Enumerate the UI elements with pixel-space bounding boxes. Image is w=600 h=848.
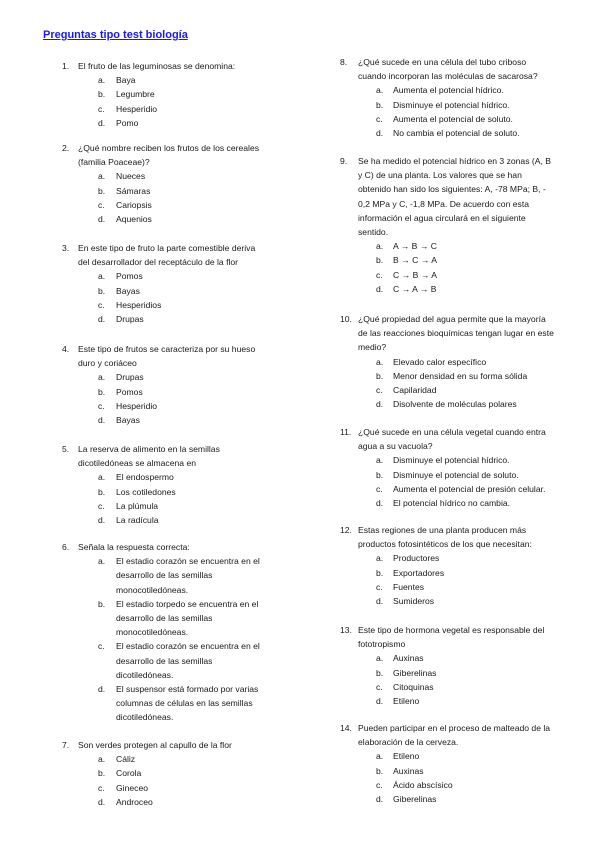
option-text: Capilaridad xyxy=(393,385,437,396)
answer-option xyxy=(340,792,550,806)
question-14 xyxy=(340,721,550,806)
option-letter: a. xyxy=(376,653,384,664)
question-text: Son verdes protegen al capullo de la flor xyxy=(78,740,232,750)
option-letter: b. xyxy=(376,370,384,381)
answer-option xyxy=(62,102,235,116)
option-letter: b. xyxy=(376,469,384,480)
question-text-line xyxy=(340,197,551,211)
answer-option xyxy=(62,795,232,809)
option-text: Giberelinas xyxy=(393,794,437,805)
option-letter: d. xyxy=(376,696,384,707)
option-text: Sumideros xyxy=(393,596,435,607)
question-text-line xyxy=(62,59,235,73)
question-number: 1. xyxy=(62,61,70,71)
option-text: No cambia el potencial de soluto. xyxy=(393,128,520,139)
question-text-line xyxy=(62,255,255,269)
question-text-line xyxy=(62,456,220,470)
option-letter: d. xyxy=(98,515,106,526)
option-letter: b. xyxy=(98,598,106,609)
option-letter: a. xyxy=(376,455,384,466)
option-letter: a. xyxy=(98,271,106,282)
option-letter: c. xyxy=(98,199,105,210)
question-text-line xyxy=(340,425,546,439)
option-text: Citoquinas xyxy=(393,681,434,692)
option-text: B → C → A xyxy=(393,255,437,266)
option-letter: b. xyxy=(376,255,384,266)
option-letter: a. xyxy=(376,751,384,762)
option-text: El suspensor está formado por varias xyxy=(116,684,259,695)
option-text: La radícula xyxy=(116,515,159,526)
answer-option xyxy=(62,169,259,183)
question-text: ¿Qué propiedad del agua permite que la mayoría xyxy=(358,314,546,324)
question-text-line xyxy=(62,738,232,752)
question-4 xyxy=(62,342,255,427)
answer-option xyxy=(340,397,554,411)
question-text: Se ha medido el potencial hídrico en 3 zonas (A, B xyxy=(358,156,551,166)
answer-option xyxy=(62,184,259,198)
option-letter: a. xyxy=(376,85,384,96)
option-text: Bayas xyxy=(116,415,140,426)
answer-option xyxy=(340,369,554,383)
question-number: 13. xyxy=(340,625,352,635)
question-11 xyxy=(340,425,546,510)
question-text: agua a su vacuola? xyxy=(358,441,433,452)
question-text-line xyxy=(62,141,259,155)
question-number: 11. xyxy=(340,427,352,437)
option-letter: c. xyxy=(376,385,383,396)
answer-option xyxy=(62,370,255,384)
question-number: 10. xyxy=(340,314,352,324)
option-text: Disminuye el potencial hídrico. xyxy=(393,455,510,466)
option-letter: d. xyxy=(376,596,384,607)
option-letter: d. xyxy=(98,214,106,225)
option-text: Hesperidios xyxy=(116,299,162,310)
answer-option xyxy=(340,764,550,778)
question-text: dicotiledóneas se almacena en xyxy=(78,458,197,469)
answer-option xyxy=(62,116,235,130)
option-letter: d. xyxy=(376,399,384,410)
option-letter: b. xyxy=(98,185,106,196)
question-text-line xyxy=(340,225,551,239)
answer-option xyxy=(340,566,532,580)
answer-option xyxy=(62,781,232,795)
answer-option xyxy=(62,399,255,413)
option-text: desarrollo de las semillas xyxy=(116,655,213,666)
option-letter: a. xyxy=(376,241,384,252)
option-text: Drupas xyxy=(116,314,144,325)
question-text: elaboración de la cerveza. xyxy=(358,737,459,748)
question-text: y C) de una planta. Los valores que se han xyxy=(358,170,522,181)
option-text: dicotiledóneas. xyxy=(116,669,174,680)
question-text-line xyxy=(340,537,532,551)
option-text: Productores xyxy=(393,553,440,564)
answer-option xyxy=(340,580,532,594)
question-number: 5. xyxy=(62,444,70,454)
question-text: de las reacciones bioquímicas tengan lugar en este xyxy=(358,328,554,339)
option-text: Aumenta el potencial de soluto. xyxy=(393,113,513,124)
question-text-line xyxy=(340,55,538,69)
option-text: La plúmula xyxy=(116,500,159,511)
option-letter: b. xyxy=(376,567,384,578)
question-text-line xyxy=(340,312,554,326)
option-text: El estadio corazón se encuentra en el xyxy=(116,641,260,652)
question-text: información el agua circulará en el siguiente xyxy=(358,212,526,223)
option-letter: d. xyxy=(376,794,384,805)
question-text-line xyxy=(62,155,259,169)
option-letter: b. xyxy=(376,99,384,110)
option-letter: a. xyxy=(98,75,106,86)
option-text: El endospermo xyxy=(116,472,174,483)
option-text: El estadio corazón se encuentra en el xyxy=(116,556,260,567)
question-text: ¿Qué sucede en una célula vegetal cuando entra xyxy=(358,427,546,437)
option-letter: d. xyxy=(376,498,384,509)
question-number: 12. xyxy=(340,525,352,535)
option-text: Drupas xyxy=(116,372,144,383)
option-text: columnas de células en las semillas xyxy=(116,698,253,709)
answer-option xyxy=(340,268,551,282)
option-letter: c. xyxy=(98,500,105,511)
question-number: 2. xyxy=(62,143,70,153)
option-text: C → B → A xyxy=(393,269,437,280)
option-text: Auxinas xyxy=(393,653,424,664)
answer-option xyxy=(62,752,232,766)
question-text-line xyxy=(340,182,551,196)
question-text: (familia Poaceae)? xyxy=(78,157,150,168)
option-text: Auxinas xyxy=(393,765,424,776)
answer-option xyxy=(340,468,546,482)
question-text-line xyxy=(340,69,538,83)
option-letter: c. xyxy=(376,681,383,692)
question-1 xyxy=(62,59,235,130)
option-text: Hesperidio xyxy=(116,400,158,411)
option-text: El potencial hídrico no cambia. xyxy=(393,498,511,509)
option-letter: a. xyxy=(376,553,384,564)
question-7 xyxy=(62,738,232,809)
option-text: Legumbre xyxy=(116,89,155,100)
option-letter: b. xyxy=(98,768,106,779)
option-letter: d. xyxy=(98,117,106,128)
question-5 xyxy=(62,442,220,527)
option-letter: a. xyxy=(98,556,106,567)
question-12 xyxy=(340,523,532,608)
question-3 xyxy=(62,241,255,326)
option-letter: b. xyxy=(376,765,384,776)
option-letter: b. xyxy=(98,89,106,100)
answer-option xyxy=(340,239,551,253)
question-text-line xyxy=(62,540,260,554)
answer-option xyxy=(340,496,546,510)
answer-option xyxy=(340,482,546,496)
answer-option xyxy=(62,198,259,212)
option-letter: d. xyxy=(98,796,106,807)
answer-option xyxy=(62,554,260,568)
question-text-line xyxy=(340,721,550,735)
answer-option xyxy=(62,625,260,639)
question-text-line xyxy=(340,523,532,537)
option-text: monocotiledóneas. xyxy=(116,627,189,638)
question-text: Este tipo de hormona vegetal es responsable del xyxy=(358,625,545,635)
answer-option xyxy=(62,766,232,780)
question-text: 0,2 MPa y C, -1,8 MPa. De acuerdo con esta xyxy=(358,198,530,209)
answer-option xyxy=(340,749,550,763)
answer-option xyxy=(62,639,260,653)
question-text-line xyxy=(62,342,255,356)
option-text: Giberelinas xyxy=(393,667,437,678)
question-9 xyxy=(340,154,551,296)
option-text: Gineceo xyxy=(116,782,149,793)
question-text-line xyxy=(340,154,551,168)
answer-option xyxy=(62,385,255,399)
question-number: 4. xyxy=(62,344,70,354)
option-letter: c. xyxy=(98,782,105,793)
option-letter: c. xyxy=(376,269,383,280)
question-text: fototropismo xyxy=(358,639,406,650)
option-text: Cáliz xyxy=(116,754,136,765)
option-letter: b. xyxy=(98,386,106,397)
option-text: Hesperidio xyxy=(116,103,158,114)
answer-option xyxy=(62,470,220,484)
option-text: C → A → B xyxy=(393,283,437,294)
question-text: Este tipo de frutos se caracteriza por su hueso xyxy=(78,344,256,354)
answer-option xyxy=(340,594,532,608)
option-letter: d. xyxy=(376,128,384,139)
option-text: Disolvente de moléculas polares xyxy=(393,399,517,410)
question-text-line xyxy=(340,637,544,651)
answer-option xyxy=(62,312,255,326)
option-text: desarrollo de las semillas xyxy=(116,613,213,624)
question-text-line xyxy=(62,356,255,370)
option-text: Etileno xyxy=(393,751,420,762)
option-letter: a. xyxy=(376,356,384,367)
question-6 xyxy=(62,540,260,725)
question-text-line xyxy=(340,340,554,354)
option-letter: d. xyxy=(376,283,384,294)
option-text: Aquenios xyxy=(116,214,152,225)
question-text: Estas regiones de una planta producen más xyxy=(358,525,527,535)
answer-option xyxy=(62,696,260,710)
option-text: Corola xyxy=(116,768,142,779)
question-text: La reserva de alimento en la semillas xyxy=(78,444,220,454)
answer-option xyxy=(340,694,544,708)
question-text: sentido. xyxy=(358,227,389,238)
answer-option xyxy=(340,651,544,665)
answer-option xyxy=(340,112,538,126)
answer-option xyxy=(62,513,220,527)
option-text: Sámaras xyxy=(116,185,151,196)
question-text: ¿Qué sucede en una célula del tubo criboso xyxy=(358,57,527,67)
answer-option xyxy=(62,73,235,87)
option-letter: c. xyxy=(376,113,383,124)
answer-option xyxy=(62,583,260,597)
question-13 xyxy=(340,623,544,708)
question-text-line xyxy=(62,442,220,456)
answer-option xyxy=(62,499,220,513)
option-letter: c. xyxy=(376,581,383,592)
option-text: Elevado calor específico xyxy=(393,356,487,367)
option-letter: d. xyxy=(98,314,106,325)
answer-option xyxy=(340,551,532,565)
option-text: Androceo xyxy=(116,796,153,807)
question-number: 14. xyxy=(340,723,352,733)
question-text-line xyxy=(340,326,554,340)
answer-option xyxy=(340,83,538,97)
option-letter: c. xyxy=(98,400,105,411)
option-text: Ácido abscísico xyxy=(393,779,453,790)
option-text: Pomo xyxy=(116,117,139,128)
option-text: Etileno xyxy=(393,696,420,707)
question-text: cuando incorporan las moléculas de sacarosa? xyxy=(358,71,538,82)
answer-option xyxy=(62,568,260,582)
answer-option xyxy=(62,710,260,724)
option-letter: c. xyxy=(376,779,383,790)
answer-option xyxy=(340,666,544,680)
option-text: Disminuye el potencial de soluto. xyxy=(393,469,519,480)
document-title[interactable]: Preguntas tipo test biología xyxy=(43,29,188,41)
answer-option xyxy=(340,355,554,369)
question-text: duro y coriáceo xyxy=(78,358,137,369)
option-text: desarrollo de las semillas xyxy=(116,570,213,581)
option-text: Cariopsis xyxy=(116,199,152,210)
answer-option xyxy=(340,680,544,694)
option-letter: d. xyxy=(98,684,106,695)
question-text: En este tipo de fruto la parte comestible deriva xyxy=(78,243,256,253)
answer-option xyxy=(62,682,260,696)
question-text-line xyxy=(340,168,551,182)
option-text: A → B → C xyxy=(393,241,437,252)
option-text: Menor densidad en su forma sólida xyxy=(393,370,528,381)
answer-option xyxy=(62,611,260,625)
question-text: Pueden participar en el proceso de malteado de la xyxy=(358,723,551,733)
question-text: Señala la respuesta correcta: xyxy=(78,542,190,552)
answer-option xyxy=(62,597,260,611)
option-text: Exportadores xyxy=(393,567,445,578)
answer-option xyxy=(340,778,550,792)
answer-option xyxy=(340,383,554,397)
question-text: El fruto de las leguminosas se denomina: xyxy=(78,61,236,71)
question-text-line xyxy=(340,735,550,749)
option-text: Aumenta el potencial de presión celular. xyxy=(393,483,546,494)
option-text: Aumenta el potencial hídrico. xyxy=(393,85,504,96)
question-number: 9. xyxy=(340,156,348,166)
option-text: Bayas xyxy=(116,285,140,296)
option-letter: a. xyxy=(98,754,106,765)
answer-option xyxy=(340,282,551,296)
option-letter: c. xyxy=(98,641,105,652)
question-text: obtenido han sido los siguientes: A, -78 MPa; B, - xyxy=(358,184,546,195)
option-text: Pomos xyxy=(116,386,143,397)
question-10 xyxy=(340,312,554,411)
answer-option xyxy=(62,269,255,283)
answer-option xyxy=(62,413,255,427)
option-letter: d. xyxy=(98,415,106,426)
question-2 xyxy=(62,141,259,226)
question-text-line xyxy=(62,241,255,255)
option-text: dicotiledóneas. xyxy=(116,712,174,723)
question-text-line xyxy=(340,439,546,453)
option-text: Fuentes xyxy=(393,581,425,592)
option-letter: b. xyxy=(98,285,106,296)
question-text: del desarrollador del receptáculo de la flor xyxy=(78,257,239,268)
question-text-line xyxy=(340,211,551,225)
question-text: medio? xyxy=(358,342,387,353)
option-letter: a. xyxy=(98,372,106,383)
option-text: El estadio torpedo se encuentra en el xyxy=(116,598,259,609)
question-text: ¿Qué nombre reciben los frutos de los cereales xyxy=(78,143,260,153)
answer-option xyxy=(340,126,538,140)
answer-option xyxy=(340,453,546,467)
answer-option xyxy=(62,298,255,312)
option-text: Pomos xyxy=(116,271,143,282)
answer-option xyxy=(62,87,235,101)
question-text: productos fotosintéticos de los que necesitan: xyxy=(358,539,532,550)
option-text: Los cotiledones xyxy=(116,486,176,497)
option-letter: c. xyxy=(98,299,105,310)
answer-option xyxy=(340,98,538,112)
option-letter: b. xyxy=(376,667,384,678)
question-number: 3. xyxy=(62,243,70,253)
answer-option xyxy=(62,654,260,668)
option-text: monocotiledóneas. xyxy=(116,584,189,595)
option-letter: a. xyxy=(98,171,106,182)
answer-option xyxy=(62,668,260,682)
question-number: 6. xyxy=(62,542,70,552)
question-number: 8. xyxy=(340,57,348,67)
option-text: Nueces xyxy=(116,171,146,182)
question-text-line xyxy=(340,623,544,637)
option-letter: b. xyxy=(98,486,106,497)
option-letter: c. xyxy=(98,103,105,114)
option-letter: a. xyxy=(98,472,106,483)
question-8 xyxy=(340,55,538,140)
option-text: Baya xyxy=(116,75,136,86)
question-number: 7. xyxy=(62,740,70,750)
option-letter: c. xyxy=(376,483,383,494)
answer-option xyxy=(62,284,255,298)
answer-option xyxy=(340,253,551,267)
option-text: Disminuye el potencial hídrico. xyxy=(393,99,510,110)
answer-option xyxy=(62,212,259,226)
answer-option xyxy=(62,485,220,499)
